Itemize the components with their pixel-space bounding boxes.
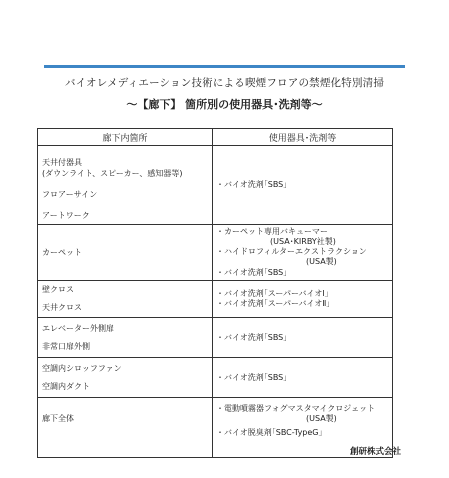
table-row	[38, 281, 392, 318]
cell-equipment: (USA製)	[306, 414, 337, 423]
table-row	[38, 318, 392, 358]
cell-equipment: ・バイオ洗剤｢スーパーバイオⅠ｣	[216, 289, 329, 298]
document-subtitle: 〜【廊下】 箇所別の使用器具･洗剤等〜	[126, 98, 323, 111]
cell-location: 壁クロス	[42, 285, 74, 294]
company-name: 創研株式会社	[349, 447, 401, 457]
table-row	[38, 225, 392, 281]
cell-equipment: ・ハイドロフィルターエクストラクション	[216, 247, 367, 256]
table-header-row	[38, 129, 392, 146]
cell-equipment: ・バイオ洗剤｢スーパーバイオⅡ｣	[216, 299, 331, 308]
cell-equipment: ・カーペット専用バキューマー	[216, 227, 328, 236]
table-row	[38, 358, 392, 398]
cell-location: 廊下全体	[42, 414, 74, 423]
cell-location: 空調内シロッフファン	[42, 364, 122, 373]
cell-location: アートワーク	[42, 211, 90, 220]
cell-location: カーペット	[42, 248, 82, 257]
cell-equipment: ・バイオ洗剤｢SBS｣	[216, 268, 288, 277]
table-row	[38, 145, 392, 225]
header-accent-bar	[44, 65, 405, 68]
cell-equipment: ・バイオ洗剤｢SBS｣	[216, 373, 288, 382]
cell-location: 天井付器具	[42, 158, 82, 167]
header-location: 廊下内箇所	[102, 134, 148, 144]
cell-equipment: ・バイオ洗剤｢SBS｣	[216, 333, 288, 342]
document-title: バイオレメディエーション技術による喫煙フロアの禁煙化特別清掃	[64, 77, 385, 89]
table-row	[38, 398, 392, 457]
cell-location: フロアーサイン	[42, 190, 98, 199]
cell-location: 空調内ダクト	[42, 382, 90, 391]
cell-location: エレベーター外側扉	[42, 324, 114, 333]
cell-location: (ダウンライト、スピーカー、感知器等)	[42, 169, 183, 178]
cell-equipment: ・バイオ脱臭剤｢SBC-TypeG｣	[216, 428, 323, 437]
cell-equipment: ・電動噴霧器フォグマスタマイクロジェット	[216, 404, 376, 413]
header-equipment: 使用器具･洗剤等	[268, 134, 337, 144]
cell-equipment: (USA製)	[306, 257, 337, 266]
cell-equipment: (USA･KIRBY社製)	[270, 237, 336, 246]
cell-equipment: ・バイオ洗剤｢SBS｣	[216, 180, 288, 189]
equipment-table	[37, 128, 393, 458]
cell-location: 非常口扉外側	[42, 342, 90, 351]
cell-location: 天井クロス	[42, 303, 82, 312]
